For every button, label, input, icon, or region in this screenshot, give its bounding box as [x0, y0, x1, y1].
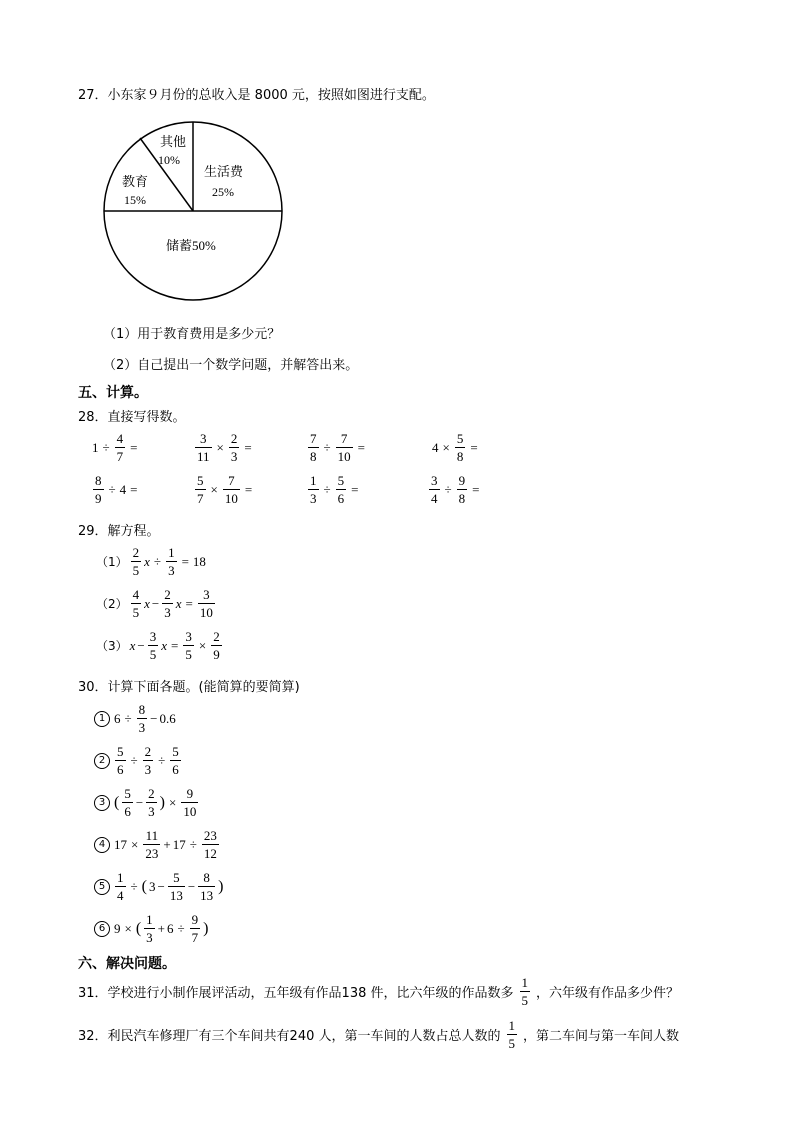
q30-item-5: 5 $\frac{1}{4}$ ÷ ( 3 − $\frac{5}{13}$ − $\frac{8}{13}$ ) [94, 871, 223, 902]
q28-item-7: $\frac{1}{3}$ ÷ $\frac{5}{6}$ = [310, 473, 359, 506]
slice-value-other: 10% [158, 153, 180, 167]
slice-label-edu: 教育 [122, 174, 149, 189]
q28-item-2: $\frac{3}{11}$ × $\frac{2}{3}$ = [197, 431, 252, 464]
question-27: 27．小东家９月份的总收入是 8000 元，按照如图进行支配。 [78, 88, 435, 103]
q29-eq-1: （1） $\frac{2}{5}$ x ÷ $\frac{1}{3}$ = 18 [96, 545, 206, 578]
q30-item-3: 3 ( $\frac{5}{6}$ − $\frac{2}{3}$ ) × $\frac{9}{10}$ [94, 787, 199, 818]
section-5-title: 五、计算。 [78, 385, 148, 401]
q30-item-6: 6 9 × ( $\frac{1}{3}$ + 6 ÷ $\frac{9}{7}$ ) [94, 913, 208, 944]
q28-item-1: 1 ÷ $\frac{4}{7}$ = [92, 431, 138, 464]
section-6-title: 六、解决问题。 [78, 956, 176, 972]
q28-item-8: $\frac{3}{4}$ ÷ $\frac{9}{8}$ = [431, 473, 480, 506]
pie-chart [100, 118, 290, 304]
q28-item-6: $\frac{5}{7}$ × $\frac{7}{10}$ = [197, 473, 253, 506]
question-29: 29．解方程。 [78, 524, 160, 539]
question-27-sub1: （1）用于教育费用是多少元？ [103, 327, 281, 342]
slice-label-savings: 储蓄50% [166, 238, 216, 253]
q30-item-1: 1 6 ÷ $\frac{8}{3}$ − 0.6 [94, 703, 176, 734]
question-27-sub2: （2）自己提出一个数学问题，并解答出来。 [103, 358, 359, 373]
question-31: 31．学校进行小制作展评活动，五年级有作品138 件，比六年级的作品数多 $\frac{1}{5}$ ，六年级有作品多少件？ [78, 975, 680, 1008]
q29-eq-2: （2） $\frac{4}{5}$ x − $\frac{2}{3}$ x = $\frac{3}{10}$ [96, 587, 213, 620]
q28-item-3: $\frac{7}{8}$ ÷ $\frac{7}{10}$ = [310, 431, 365, 464]
q30-item-2: 2 $\frac{5}{6}$ ÷ $\frac{2}{3}$ ÷ $\frac{5}{6}$ [94, 745, 182, 776]
slice-value-edu: 15% [124, 193, 146, 207]
q29-eq-3: （3） x − $\frac{3}{5}$ x = $\frac{3}{5}$ × $\frac{2}{9}$ [96, 629, 220, 662]
question-30: 30．计算下面各题。(能简算的要简算) [78, 680, 300, 695]
q28-item-5: $\frac{8}{9}$ ÷ 4 = [95, 473, 138, 506]
question-32: 32．利民汽车修理厂有三个车间共有240 人，第一车间的人数占总人数的 $\frac{1}{5}$ ，第二车间与第一车间人数 [78, 1018, 680, 1051]
slice-label-living: 生活费 [204, 164, 244, 179]
question-28: 28．直接写得数。 [78, 410, 186, 425]
slice-label-other: 其他 [160, 134, 187, 149]
slice-value-living: 25% [212, 185, 234, 199]
q28-item-4: 4 × $\frac{5}{8}$ = [432, 431, 478, 464]
q30-item-4: 4 17 × $\frac{11}{23}$ + 17 ÷ $\frac{23}{12}$ [94, 829, 220, 860]
